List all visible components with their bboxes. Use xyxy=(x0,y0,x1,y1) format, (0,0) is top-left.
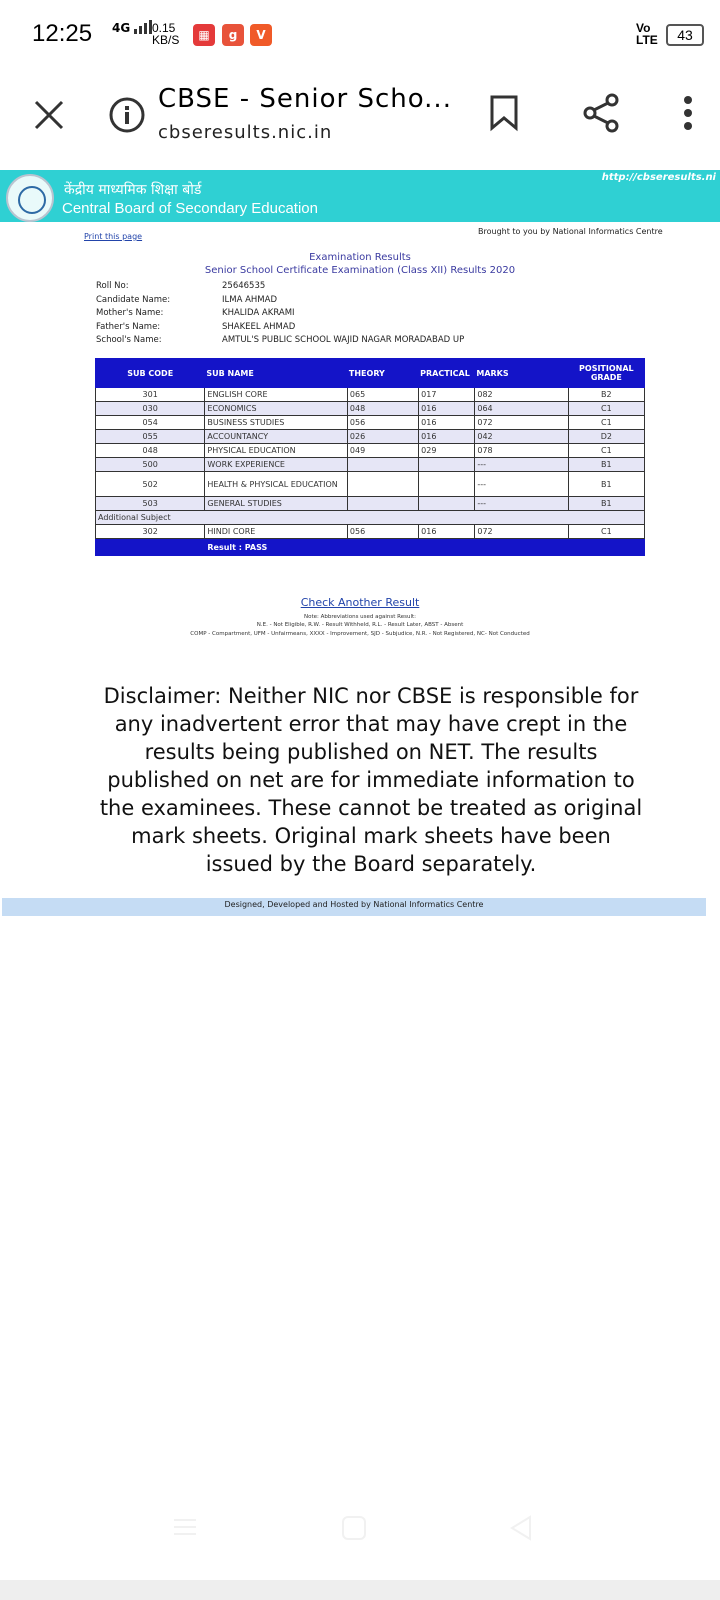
table-row xyxy=(96,458,645,472)
table-cell: 016 xyxy=(419,416,475,430)
table-cell: C1 xyxy=(568,402,644,416)
table-cell xyxy=(419,497,475,511)
table-cell: 302 xyxy=(96,525,205,539)
table-cell: HEALTH & PHYSICAL EDUCATION xyxy=(205,472,348,497)
table-cell: B2 xyxy=(568,388,644,402)
col-header: PRACTICAL xyxy=(419,359,475,388)
roll-value: 25646535 xyxy=(222,281,266,291)
result-value: PASS xyxy=(244,542,268,552)
table-row xyxy=(96,416,645,430)
navigation-bar xyxy=(0,1510,720,1580)
status-bar xyxy=(0,0,720,70)
col-header: MARKS xyxy=(475,359,568,388)
table-cell xyxy=(419,458,475,472)
table-cell: 072 xyxy=(475,416,568,430)
english-title: Central Board of Secondary Education xyxy=(62,200,318,217)
mother-value: KHALIDA AKRAMI xyxy=(222,308,295,318)
table-cell xyxy=(419,472,475,497)
table-cell: B1 xyxy=(568,458,644,472)
table-cell: 078 xyxy=(475,444,568,458)
table-cell: C1 xyxy=(568,525,644,539)
network-type: 4G xyxy=(112,21,131,35)
table-cell: 016 xyxy=(419,430,475,444)
table-cell: 502 xyxy=(96,472,205,497)
check-another-result-link[interactable]: Check Another Result xyxy=(300,596,420,609)
table-row xyxy=(96,444,645,458)
share-icon[interactable] xyxy=(582,92,622,134)
name-value: ILMA AHMAD xyxy=(222,294,277,305)
table-cell: 082 xyxy=(475,388,568,402)
table-cell: 301 xyxy=(96,388,205,402)
result-label: Result : xyxy=(207,542,242,552)
table-cell: 054 xyxy=(96,416,205,430)
table-cell: 017 xyxy=(419,388,475,402)
g-app-icon: g xyxy=(222,24,244,46)
table-row xyxy=(96,497,645,511)
father-value: SHAKEEL AHMAD xyxy=(222,321,296,332)
table-cell: 072 xyxy=(475,525,568,539)
exam-subtitle: Senior School Certificate Examination (Class XII) Results 2020 xyxy=(204,265,516,276)
school-value: AMTUL'S PUBLIC SCHOOL WAJID NAGAR MORADABAD UP xyxy=(222,335,465,345)
volte-icon xyxy=(636,22,658,46)
note-line: COMP - Compartment, UFM - Unfairmeans, XXXX - Improvement, SJD - Subjudice, N.R. - Not Registered, NC- Not Conducted xyxy=(190,631,530,637)
table-cell: 065 xyxy=(347,388,418,402)
table-cell: 026 xyxy=(347,430,418,444)
header-url[interactable]: http://cbseresults.ni xyxy=(601,172,716,183)
table-cell: --- xyxy=(475,497,568,511)
table-cell: C1 xyxy=(568,444,644,458)
info-icon[interactable] xyxy=(108,96,146,134)
result-row xyxy=(96,539,645,556)
cbse-logo-icon xyxy=(6,174,54,222)
table-cell: 055 xyxy=(96,430,205,444)
table-cell: B1 xyxy=(568,472,644,497)
network-speed xyxy=(152,22,179,46)
more-options-icon[interactable] xyxy=(680,94,696,134)
brought-by-text: Brought to you by National Informatics Centre xyxy=(478,227,663,236)
speed-unit: KB/S xyxy=(152,33,180,47)
page-title[interactable]: CBSE - Senior Scho... xyxy=(158,84,452,114)
table-row xyxy=(96,430,645,444)
page-domain[interactable]: cbseresults.nic.in xyxy=(158,122,333,143)
table-cell: B1 xyxy=(568,497,644,511)
v-app-icon: V xyxy=(250,24,272,46)
col-header: SUB NAME xyxy=(205,359,348,388)
back-icon[interactable] xyxy=(508,1514,534,1542)
additional-subject-label: Additional Subject xyxy=(96,511,645,525)
signal-bars-icon xyxy=(134,20,152,34)
table-cell: 049 xyxy=(347,444,418,458)
table-cell: 042 xyxy=(475,430,568,444)
table-cell: 056 xyxy=(347,525,418,539)
note-line: Note: Abbreviations used against Result: xyxy=(303,614,417,620)
result-cell xyxy=(205,539,645,556)
father-label: Father's Name: xyxy=(96,321,161,332)
network-signal-icon xyxy=(112,20,152,34)
table-cell xyxy=(347,458,418,472)
volte-bottom: LTE xyxy=(636,33,658,47)
disclaimer-text: Disclaimer: Neither NIC nor CBSE is responsible for any inadvertent error that may have crept in the results being published on NET. The results published on net are for immediate information to the examinees. These cannot be treated as original mark sheets. Original mark sheets have been issued by the Board separately. xyxy=(99,684,643,876)
news-icon: ▦ xyxy=(193,24,215,46)
table-cell xyxy=(347,497,418,511)
speed-value: 0.15 xyxy=(152,21,176,35)
roll-label: Roll No: xyxy=(96,281,129,291)
table-cell: --- xyxy=(475,458,568,472)
volte-top: Vo xyxy=(636,21,651,35)
table-cell: 048 xyxy=(347,402,418,416)
result-spacer xyxy=(96,539,205,556)
table-cell xyxy=(347,472,418,497)
table-header-row xyxy=(96,359,645,388)
table-cell: ECONOMICS xyxy=(205,402,348,416)
table-cell: 016 xyxy=(419,402,475,416)
school-label: School's Name: xyxy=(96,335,162,345)
battery-icon xyxy=(666,24,704,46)
name-label: Candidate Name: xyxy=(96,294,171,305)
site-header xyxy=(0,170,720,222)
table-cell: 029 xyxy=(419,444,475,458)
table-cell: HINDI CORE xyxy=(205,525,348,539)
mother-label: Mother's Name: xyxy=(96,308,164,318)
table-row xyxy=(96,472,645,497)
table-cell: 056 xyxy=(347,416,418,430)
table-cell: 503 xyxy=(96,497,205,511)
table-cell: 064 xyxy=(475,402,568,416)
status-time: 12:25 xyxy=(32,20,93,47)
table-cell: PHYSICAL EDUCATION xyxy=(205,444,348,458)
close-icon[interactable] xyxy=(32,98,66,132)
col-header: SUB CODE xyxy=(96,359,205,388)
hindi-title: केंद्रीय माध्यमिक शिक्षा बोर्ड xyxy=(64,182,202,198)
table-cell: ENGLISH CORE xyxy=(205,388,348,402)
table-cell: C1 xyxy=(568,416,644,430)
table-row xyxy=(96,388,645,402)
recent-apps-icon[interactable] xyxy=(172,1514,198,1540)
table-cell: ACCOUNTANCY xyxy=(205,430,348,444)
marks-table xyxy=(95,358,645,556)
home-icon[interactable] xyxy=(340,1514,368,1542)
table-cell: 016 xyxy=(419,525,475,539)
table-cell: BUSINESS STUDIES xyxy=(205,416,348,430)
col-header: THEORY xyxy=(347,359,418,388)
footer-bar: Designed, Developed and Hosted by National Informatics Centre xyxy=(2,898,706,916)
candidate-info xyxy=(96,280,464,348)
table-row xyxy=(96,525,645,539)
bookmark-icon[interactable] xyxy=(488,94,520,132)
table-cell: 500 xyxy=(96,458,205,472)
note-line: N.E. - Not Eligible, R.W. - Result Withheld, R.L. - Result Later, ABST - Absent xyxy=(256,622,464,628)
gesture-area xyxy=(0,1580,720,1600)
col-header: POSITIONAL GRADE xyxy=(568,359,644,388)
table-cell: --- xyxy=(475,472,568,497)
print-link[interactable]: Print this page xyxy=(84,232,143,241)
table-cell: GENERAL STUDIES xyxy=(205,497,348,511)
exam-title: Examination Results xyxy=(309,252,411,263)
table-cell: 048 xyxy=(96,444,205,458)
table-row xyxy=(96,402,645,416)
table-cell: 030 xyxy=(96,402,205,416)
additional-subject-row xyxy=(96,511,645,525)
table-cell: D2 xyxy=(568,430,644,444)
battery-level: 43 xyxy=(677,27,693,43)
browser-toolbar xyxy=(0,70,720,166)
table-cell: WORK EXPERIENCE xyxy=(205,458,348,472)
